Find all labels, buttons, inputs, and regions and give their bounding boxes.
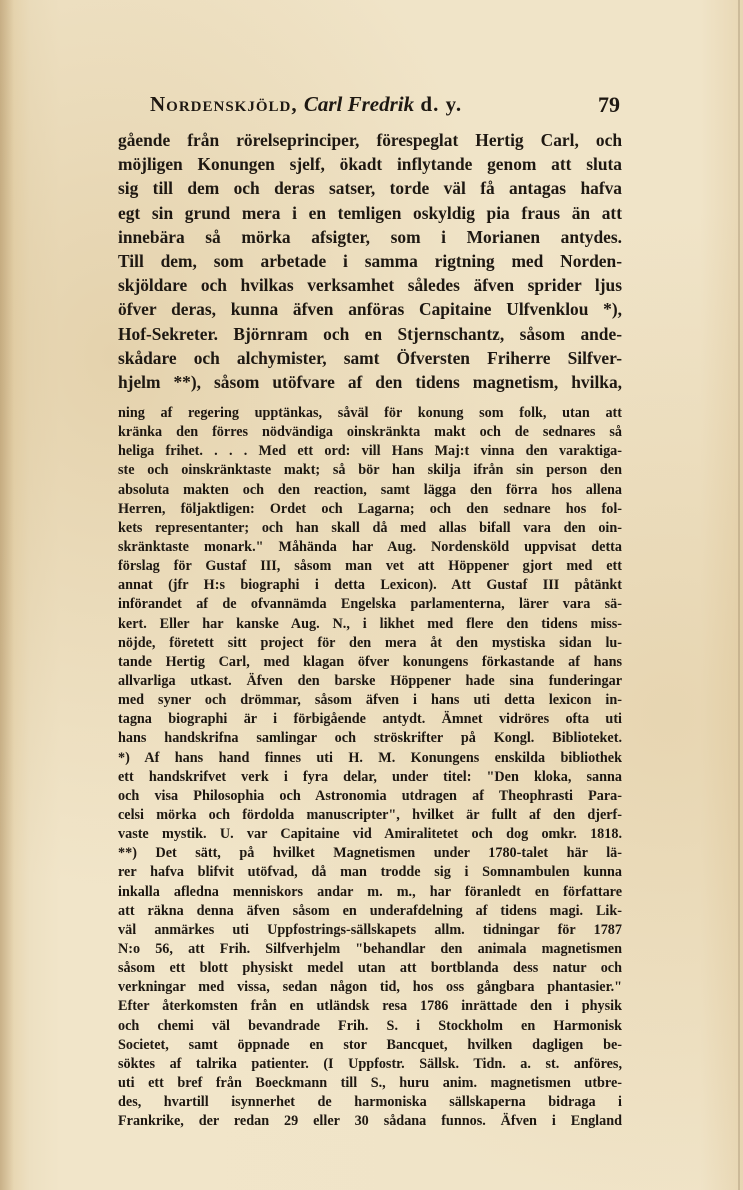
footnote-line: hans handskrifna samlingar och ströskrifter på Kongl. Biblioteket.	[118, 730, 622, 747]
footnote-line: ste och oinskränktaste makt; så bör han skilja ifrån sin person den	[118, 462, 622, 479]
footnote-line: ning af regering upptänkas, såväl för konung som folk, utan att	[118, 405, 622, 421]
footnote-line: allvarliga utkast. Äfven den barske Höppener hade sina funderingar	[118, 672, 622, 689]
page-spine-shadow	[0, 0, 14, 1190]
footnote-line: såsom ett blott physiskt medel utan att bortblanda dess natur och	[118, 960, 622, 977]
footnote-line: tande Hertig Carl, med klagan öfver konungens förkastande af hans	[118, 653, 622, 670]
body-text-line: sig till dem och deras satser, torde väl få antagas hafva	[118, 178, 622, 199]
running-head-suffix: d. y.	[420, 92, 463, 116]
body-text-line: gående från rörelseprinciper, förespeglat Hertig Carl, och	[118, 130, 622, 150]
footnote-line: **) Det sätt, på hvilket Magnetismen under 1780-talet här lä-	[118, 845, 622, 862]
footnote-line: annat (jfr H:s biographi i detta Lexicon). Att Gustaf III påtänkt	[118, 577, 622, 594]
footnote-line: *) Af hans hand finnes uti H. M. Konungens enskilda bibliothek	[118, 749, 622, 766]
footnote-line: och visa Philosophia och Astronomia utdragen af Theophrasti Para-	[118, 787, 622, 804]
body-text-line: möjligen Konungen sjelf, ökadt inflytande genom att sluta	[118, 154, 622, 175]
body-text-line: hjelm **), såsom utöfvare af den tidens magnetism, hvilka,	[118, 371, 622, 392]
footnote-line: Frankrike, der redan 29 eller 30 sådana funnos. Äfven i England	[118, 1113, 622, 1130]
body-text-line: skådare och alchymister, samt Öfversten Friherre Silfver-	[118, 347, 622, 368]
footnote-line: förslag för Gustaf III, såsom man vet att Höppener gjort med ett	[118, 558, 622, 575]
footnote-line: absoluta makten och den reaction, samt lägga den förra hos allena	[118, 481, 622, 498]
footnote-line: söktes af talrika patienter. (I Uppfostr. Sällsk. Tidn. a. st. anföres,	[118, 1055, 622, 1072]
running-head-given-names: Carl Fredrik	[303, 92, 415, 116]
body-text-line: Till dem, som arbetade i samma rigtning med Norden-	[118, 250, 622, 271]
body-text-line: Hof-Sekreter. Björnram och en Stjernschantz, såsom ande-	[118, 323, 622, 344]
body-text-line: öfver deras, kunna äfven anföras Capitaine Ulfvenklou *),	[118, 299, 622, 320]
main-body-text	[118, 128, 622, 394]
footnote-line: införandet af de ofvannämda Engelska parlamenterna, lärer vara sä-	[118, 596, 622, 613]
body-text-line: skjöldare och hvilkas verksamhet således äfven sprider ljus	[118, 275, 622, 296]
footnote-line: celsi mörka och fördolda manuscripter", hvilket är fullt af den djerf-	[118, 806, 622, 823]
footnote-line: och chemi väl bevandrade Frih. S. i Stockholm en Harmonisk	[118, 1017, 622, 1034]
running-head-name: Nordenskjöld,	[150, 92, 298, 116]
footnote-line: heliga frihet. . . . Med ett ord: vill Hans Maj:t vinna den varaktiga-	[118, 443, 622, 460]
footnote-line: skränktaste monark." Måhända har Aug. Nordensköld uppvisat detta	[118, 538, 622, 555]
footnote-line: nöjde, företett sitt project för den mera åt den mystiska sidan lu-	[118, 634, 622, 651]
footnote-line: ett handskrifvet verk i fyra delar, under titel: "Den kloka, sanna	[118, 768, 622, 785]
footnote-line: verkningar med vissa, sedan någon tid, hos oss gångbara phantasier."	[118, 979, 622, 996]
footnote-line: att räkna denna äfven såsom en underafdelning af tidens magi. Lik-	[118, 902, 622, 919]
footnote-line: kert. Eller har kanske Aug. N., i likhet med flere den tidens miss-	[118, 615, 622, 632]
footnote-line: Efter återkomsten från en utländsk resa 1786 inrättade den i physik	[118, 998, 622, 1015]
running-head	[150, 92, 462, 117]
footnote-line: Herren, följaktligen: Ordet och Lagarna; och den sednare hos fol-	[118, 500, 622, 517]
footnotes-block	[118, 404, 622, 1131]
footnote-line: Societet, samt öppnade en stor Bancquet, hvilken dagligen be-	[118, 1036, 622, 1053]
footnote-line: tagna biographi är i förbigående antydt. Ämnet vidröres ofta uti	[118, 711, 622, 728]
body-text-line: innebära så mörka afsigter, som i Morianen antydes.	[118, 226, 622, 247]
footnote-line: med syner och drömmar, såsom äfven i hans uti detta lexicon in-	[118, 692, 622, 709]
footnote-line: inkalla afledna menniskors andar m. m., har föranledt en författare	[118, 883, 622, 900]
footnote-line: des, hvartill isynnerhet de harmoniska sällskaperna bidraga i	[118, 1094, 622, 1111]
body-text-line: egt sin grund mera i en temligen oskyldig pia fraus än att	[118, 202, 622, 223]
footnote-line: kränka den förres nödvändiga oinskränkta makt och de sednares så	[118, 424, 622, 441]
page-header	[150, 92, 620, 122]
page-edge	[738, 0, 740, 1190]
footnote-divider	[118, 390, 622, 391]
footnote-line: rer hafva blifvit utöfvad, då man trodde sig i Somnambulen kunna	[118, 864, 622, 881]
footnote-line: uti ett bref från Boeckmann till S., huru anim. magnetismen utbre-	[118, 1074, 622, 1091]
footnote-line: kets representanter; och han skall då med allas bifall vara den oin-	[118, 519, 622, 536]
footnote-line: väl anmärkes uti Uppfostrings-sällskapets allm. tidningar för 1787	[118, 921, 622, 938]
footnote-line: vaste mystik. U. var Capitaine vid Amiralitetet och dog omkr. 1818.	[118, 826, 622, 843]
footnote-line: N:o 56, att Frih. Silfverhjelm "behandlar den animala magnetismen	[118, 940, 622, 957]
page-number: 79	[598, 92, 620, 117]
